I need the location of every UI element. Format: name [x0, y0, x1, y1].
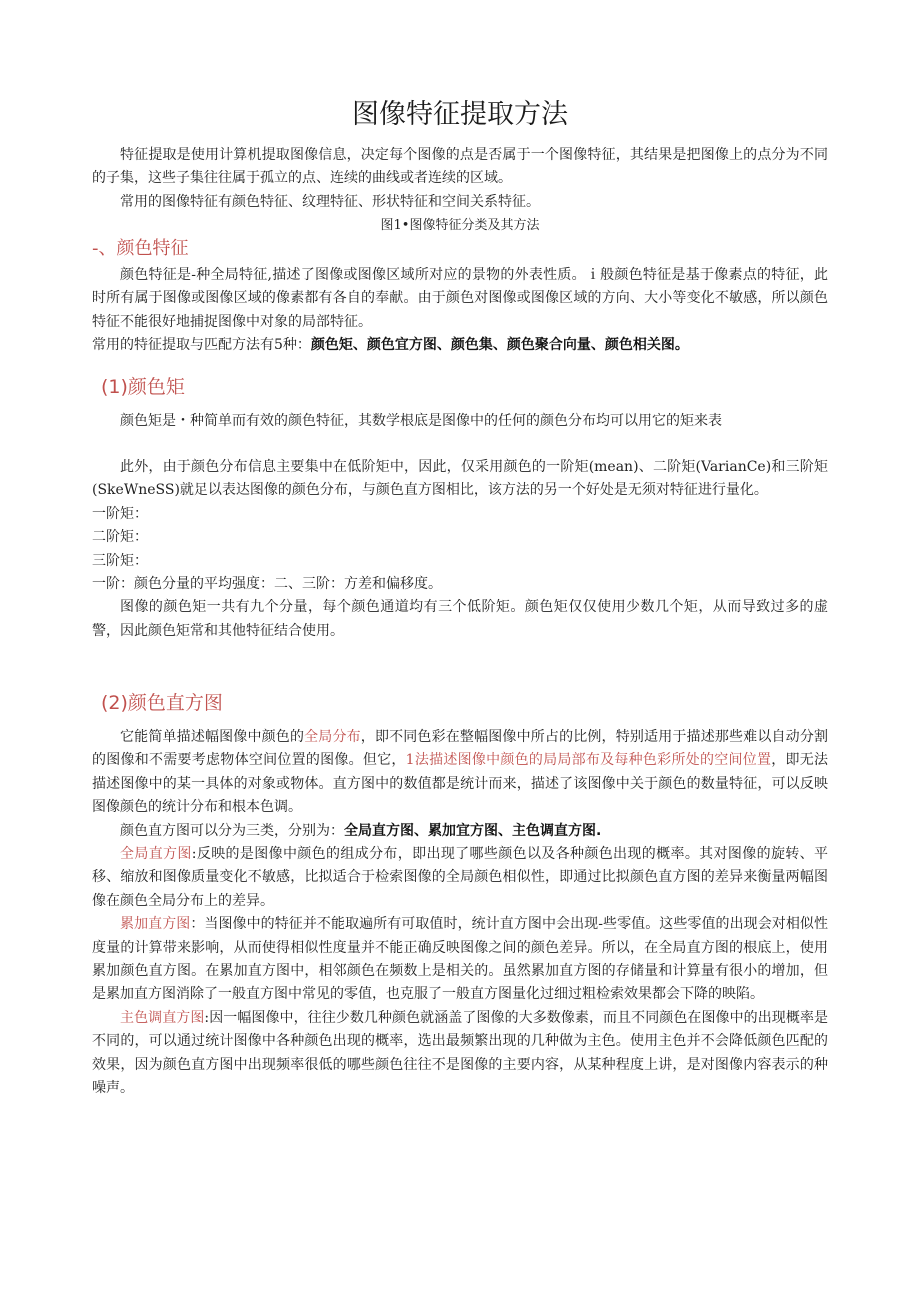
subsection-color-histogram	[92, 690, 828, 716]
histogram-types-paragraph	[92, 820, 828, 843]
moment-third-label: 三阶矩：	[92, 552, 148, 569]
histogram-p1-e: ，即无法描述图像中的某一具体的对象或物体。直方图中的数值都是统计而来，描述了该图像中关于颜色的数量特征，可以反映图像颜色的统计分布和根本色调。	[92, 752, 829, 816]
color-feature-paragraph: 颜色特征是-种全局特征,描述了图像或图像区域所对应的景物的外表性质。ｉ般颜色特征是基于像素点的特征，此时所有属于图像或图像区域的像素都有各自的奉献。由于颜色对图像或图像区域的方向、大小等变化不敏感，所以颜色特征不能很好地捕捉图像中对象的局部特征。	[92, 267, 828, 330]
cumulative-histogram-paragraph	[92, 913, 828, 1007]
methods-prefix: 常用的特征提取与匹配方法有5种：	[92, 337, 311, 354]
moment-second-label: 二阶矩：	[92, 529, 148, 546]
global-histogram-paragraph	[92, 843, 828, 913]
cumulative-histogram-label: 累加直方图	[120, 916, 191, 933]
histogram-types-list: 全局直方图、累加宜方图、主色调直方图.	[344, 822, 602, 839]
global-histogram-label: 全局直方图	[120, 846, 192, 863]
dominant-histogram-text: :因一幅图像中，往往少数几种颜色就涵盖了图像的大多数像素，而且不同颜色在图像中的出现概率是不同的，可以通过统计图像中各种颜色出现的概率，选出最频繁出现的几种做为主色。使用主色并不会降低颜色匹配的效果，因为颜色直方图中出现频率很低的哪些颜色往往不是图像的主要内容，从某种程度上讲，是对图像内容表示的种噪声。	[92, 1009, 829, 1097]
page-title: 图像特征提取方法	[352, 99, 568, 130]
dominant-histogram-label: 主色调直方图	[120, 1009, 205, 1026]
histogram-types-prefix: 颜色直方图可以分为三类，分别为：	[120, 822, 344, 839]
subsection-heading-color-moments: (1)颜色矩	[101, 376, 185, 398]
section-color-feature	[92, 237, 828, 261]
color-moments-body-2	[92, 456, 828, 643]
color-moments-paragraph-3: 图像的颜色矩一共有九个分量，每个颜色通道均有三个低阶矩。颜色矩仅仅使用少数几个矩，从而导致过多的虚警，因此颜色矩常和其他特征结合使用。	[92, 599, 828, 639]
histogram-p1-highlight-2: 1法描述图像中颜色的局局部布及每种色彩所处的空间位置	[405, 752, 772, 769]
subsection-color-moments	[92, 374, 828, 400]
color-histogram-body	[92, 726, 828, 1101]
color-moments-paragraph-1: 颜色矩是・种简单而有效的颜色特征，其数学根底是图像中的任何的颜色分布均可以用它的矩来表	[120, 413, 722, 429]
color-moments-paragraph-2: 此外，由于颜色分布信息主要集中在低阶矩中，因此，仅采用颜色的一阶矩(mean)、二阶矩(VarianCe)和三阶矩(SkeWneSS)就足以表达图像的颜色分布，与颜色直方图相比，该方法的另一个好处是无须对特征进行量化。	[92, 459, 828, 499]
moment-first-label: 一阶矩：	[92, 505, 148, 522]
section-heading-color-feature: -、颜色特征	[92, 238, 189, 259]
dominant-histogram-paragraph	[92, 1007, 828, 1101]
methods-paragraph	[92, 334, 828, 357]
histogram-p1-a: 它能简单描述幅图像中颜色的	[120, 729, 305, 745]
histogram-p1-c: ，即不同色彩在整幅图像中所占的比例，特别适用于描述那些难以自动分割的图像和不需要考虑物体空间位置的图像。但它，	[92, 729, 829, 769]
intro-paragraph-2: 常用的图像特征有颜色特征、纹理特征、形状特征和空间关系特征。	[120, 193, 540, 210]
color-feature-body	[92, 264, 828, 358]
histogram-paragraph-1	[92, 726, 828, 820]
methods-list: 颜色矩、颜色宜方图、颜色集、颜色聚合向量、颜色相关图。	[310, 337, 689, 354]
global-histogram-text: :反映的是图像中颜色的组成分布，即出现了哪些颜色以及各种颜色出现的概率。其对图像的旋转、平移、缩放和图像质量变化不敏感，比拟适合于检索图像的全局颜色相似性，即通过比拟颜色直方图的差异来衡量两幅图像在颜色全局分布上的差异。	[92, 846, 828, 909]
figure-caption: 图1•图像特征分类及其方法	[380, 218, 540, 234]
intro-section	[92, 144, 828, 238]
intro-paragraph-1: 特征提取是使用计算机提取图像信息，决定每个图像的点是否属于一个图像特征，其结果是把图像上的点分为不同的子集，这些子集往往属于孤立的点、连续的曲线或者连续的区域。	[92, 147, 828, 187]
cumulative-histogram-text: ：当图像中的特征并不能取遍所有可取值时，统计直方图中会出现-些零值。这些零值的出现会对相似性度量的计算带来影响，从而使得相似性度量并不能正确反映图像之间的颜色差异。所以，在全局直方图的根底上，使用累加颜色直方图。在累加直方图中，相邻颜色在频数上是相关的。虽然累加直方图的存储量和计算量有很小的增加，但是累加直方图消除了一般直方图中常见的零值，也克服了一般直方图量化过细过粗检索效果都会下降的映陷。	[92, 916, 828, 1003]
histogram-p1-highlight-1: 全局分布	[304, 729, 361, 745]
subsection-heading-color-histogram: (2)颜色直方图	[101, 692, 223, 714]
moments-meaning: 一阶：颜色分量的平均强度：二、三阶：方差和偏移度。	[92, 576, 442, 593]
color-moments-body	[92, 410, 828, 433]
